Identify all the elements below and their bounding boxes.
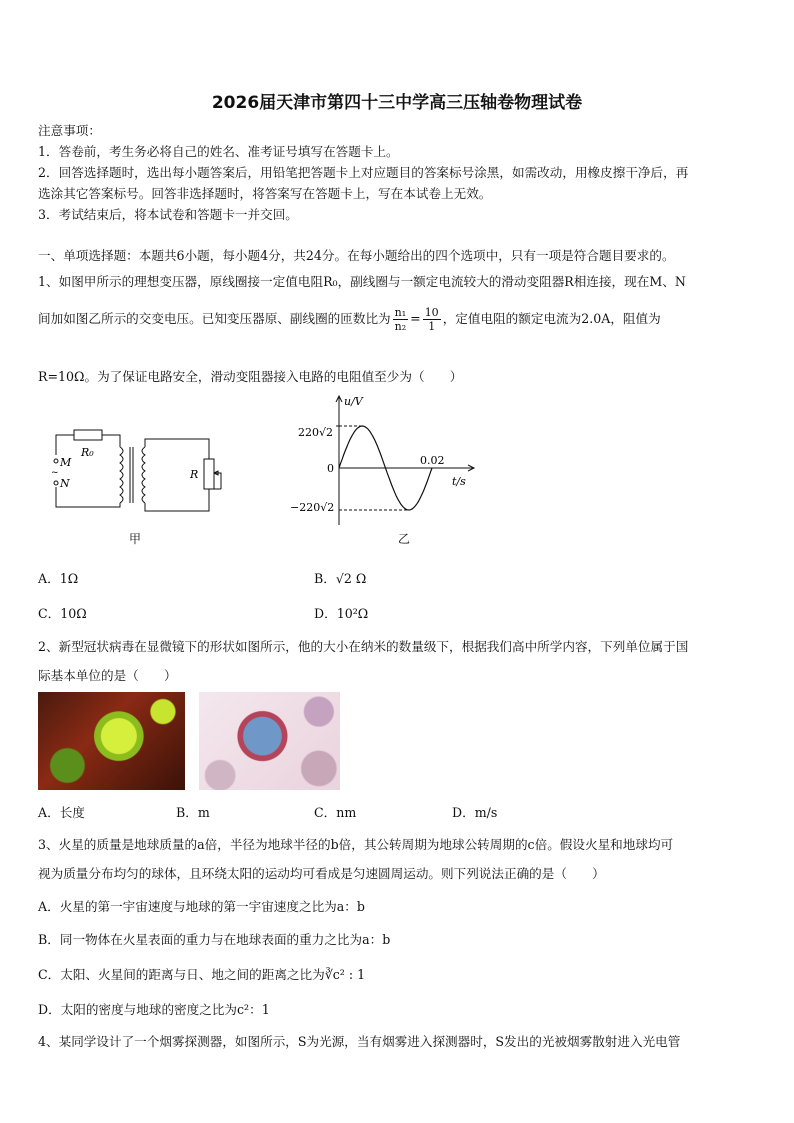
label-r0: R₀	[81, 446, 94, 459]
q2-option-d[interactable]: D．m/s	[452, 805, 498, 820]
secondary-coil	[142, 447, 145, 503]
virus-microscope-image-1	[38, 692, 185, 790]
virus-microscope-image-2	[199, 692, 340, 790]
label-n: N	[60, 477, 70, 490]
q4-line1: 4、某同学设计了一个烟雾探测器，如图所示，S为光源，当有烟雾进入探测器时，S发出的光被烟雾散射进入光电管	[38, 1034, 681, 1049]
ac-voltage-chart	[282, 393, 482, 533]
q3-line2: 视为质量分布均匀的球体，且环绕太阳的运动均可看成是匀速圆周运动。则下列说法正确的是（ ）	[38, 866, 605, 881]
q1-ratio-n	[393, 306, 409, 333]
q1-line2a: 间加如图乙所示的交变电压。已知变压器原、副线圈的匝数比为	[38, 311, 391, 326]
q1-option-c[interactable]: C．10Ω	[38, 606, 87, 621]
ratio-10: 10	[424, 306, 439, 319]
q1-line2b: ，定值电阻的额定电流为2.0A，阻值为	[442, 311, 661, 326]
notice-item-1: 1．答卷前，考生务必将自己的姓名、准考证号填写在答题卡上。	[38, 144, 399, 159]
q3-option-d[interactable]: D．太阳的密度与地球的密度之比为c²：1	[38, 1002, 270, 1017]
q2-option-b[interactable]: B．m	[176, 805, 210, 820]
y-axis-label: u/V	[344, 395, 363, 408]
q3-line1: 3、火星的质量是地球质量的a倍，半径为地球半径的b倍，其公转周期为地球公转周期的c倍。假设火星和地球均可	[38, 837, 674, 852]
notice-item-2-cont: 选涂其它答案标号。回答非选择题时，将答案写在答题卡上，写在本试卷上无效。	[38, 186, 492, 201]
q2-line2: 际基本单位的是（ ）	[38, 668, 177, 683]
q2-line1: 2、新型冠状病毒在显微镜下的形状如图所示，他的大小在纳米的数量级下，根据我们高中所学内容，下列单位属于国	[38, 639, 689, 654]
ratio-n2: n₂	[394, 320, 407, 333]
y-tick-zero: 0	[327, 462, 334, 475]
q1-line1: 1、如图甲所示的理想变压器，原线圈接一定值电阻R₀，副线圈与一额定电流较大的滑动变阻器R相连接，现在M、N	[38, 274, 686, 289]
q3-option-a[interactable]: A．火星的第一宇宙速度与地球的第一宇宙速度之比为a：b	[38, 899, 365, 914]
rheostat-r	[204, 459, 214, 489]
section-heading: 一、单项选择题：本题共6小题，每小题4分，共24分。在每小题给出的四个选项中，只有一项是符合题目要求的。	[38, 248, 675, 263]
label-r: R	[190, 468, 199, 481]
ac-source-symbol: ~	[51, 468, 59, 478]
q2-option-a[interactable]: A．长度	[38, 805, 85, 820]
q1-option-a[interactable]: A．1Ω	[38, 571, 79, 586]
q1-ratio-value	[423, 306, 441, 333]
q1-line2	[38, 306, 661, 333]
q1-option-b[interactable]: B．√2 Ω	[314, 571, 367, 586]
y-tick-bottom: −220√2	[290, 501, 335, 514]
caption-jia: 甲	[129, 532, 142, 546]
notice-item-2: 2．回答选择题时，选出每小题答案后，用铅笔把答题卡上对应题目的答案标号涂黑，如需改动，用橡皮擦干净后，再	[38, 165, 689, 180]
notice-item-3: 3．考试结束后，将本试卷和答题卡一并交回。	[38, 207, 298, 222]
page-title: 2026届天津市第四十三中学高三压轴卷物理试卷	[211, 93, 583, 113]
x-tick-label: 0.02	[420, 454, 445, 467]
resistor-r0	[74, 430, 102, 440]
notice-heading: 注意事项：	[38, 123, 101, 138]
ratio-1: 1	[428, 320, 436, 333]
q3-option-c[interactable]: C．太阳、火星间的距离与日、地之间的距离之比为∛c² : 1	[38, 967, 366, 982]
q1-line3: R=10Ω。为了保证电路安全，滑动变阻器接入电路的电阻值至少为（ ）	[38, 369, 463, 384]
q3-option-b[interactable]: B．同一物体在火星表面的重力与在地球表面的重力之比为a：b	[38, 932, 391, 947]
transformer-circuit-diagram	[44, 425, 234, 515]
x-axis-label: t/s	[452, 475, 466, 488]
caption-yi: 乙	[398, 532, 411, 546]
ratio-n1: n₁	[394, 306, 407, 319]
q1-option-d[interactable]: D．10²Ω	[314, 606, 369, 621]
y-tick-top: 220√2	[298, 426, 334, 439]
q2-option-c[interactable]: C．nm	[314, 805, 357, 820]
label-m: M	[60, 456, 72, 469]
primary-coil	[120, 447, 123, 503]
ratio-eq: =	[410, 311, 421, 326]
